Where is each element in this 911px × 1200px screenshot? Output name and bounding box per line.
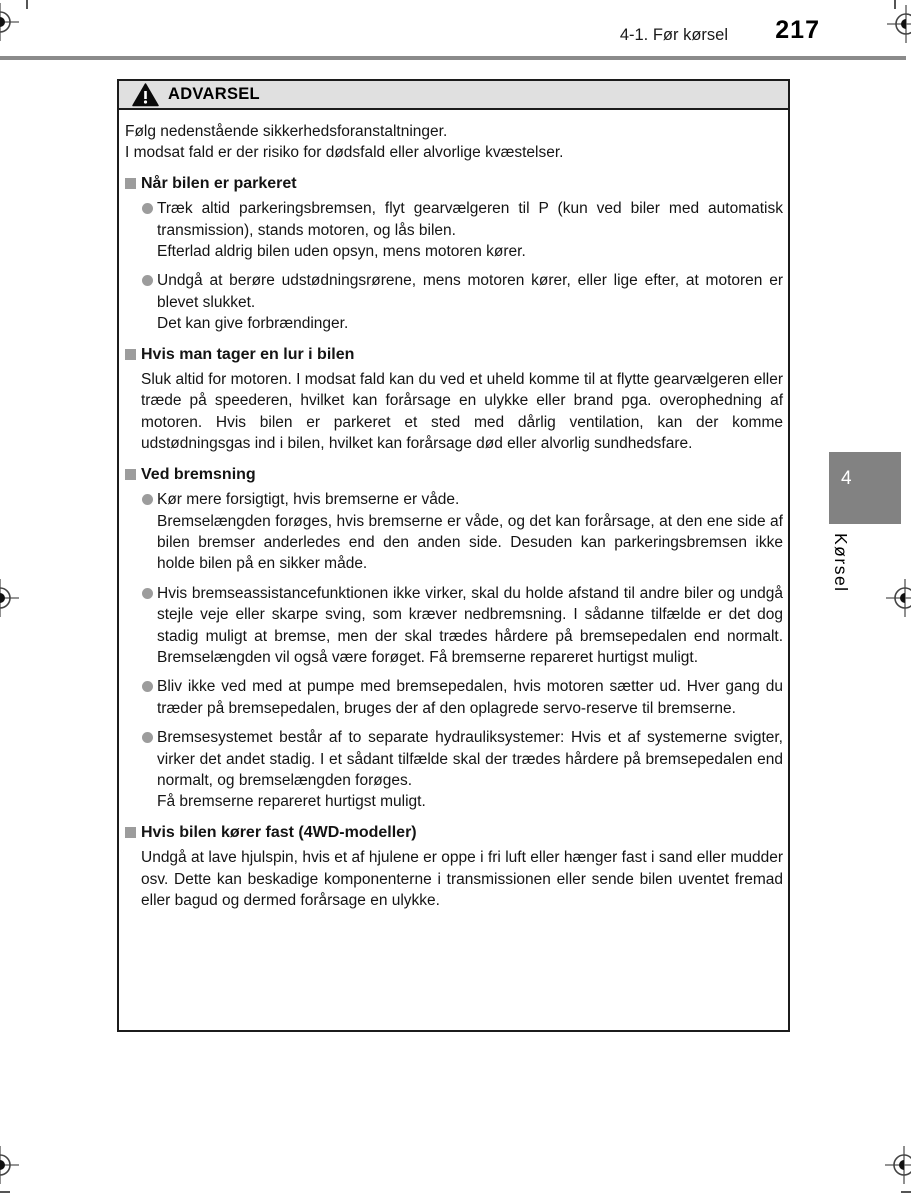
list-item-text: Efterlad aldrig bilen uden opsyn, mens motoren kører. bbox=[157, 243, 526, 261]
paragraph-text: Undgå at lave hjulspin, hvis et af hjulene er oppe i fri luft eller hænger fast i sand eller mudder osv. Dette kan beskadige komponenterne i transmissionen eller sende bilen uventet fremad eller bagud og dermed forårsage en ulykke. bbox=[141, 849, 783, 909]
page-number: 217 bbox=[775, 16, 820, 44]
section-square-icon bbox=[125, 178, 136, 189]
warning-title: ADVARSEL bbox=[168, 85, 260, 103]
bullet-dot-icon bbox=[142, 203, 153, 214]
warning-section-stuck bbox=[125, 822, 783, 912]
section-square-icon bbox=[125, 469, 136, 480]
breadcrumb: 4-1. Før kørsel bbox=[619, 26, 728, 44]
section-heading bbox=[125, 822, 783, 843]
list-item-text: Undgå at berøre udstødningsrørene, mens motoren kører, eller lige efter, at motoren er blevet slukket. bbox=[157, 272, 783, 311]
section-square-icon bbox=[125, 827, 136, 838]
list-item-text: Hvis bremseassistancefunktionen ikke virker, skal du holde afstand til andre biler og undgå stejle veje eller skarpe sving, som kræver nedbremsning. I sådanne tilfælde er det dog stadig muligt at bremse, men der skal trædes hårdere på bremsepedalen end normalt. Bremselængden vil også være forøget. Få bremserne repareret hurtigst muligt. bbox=[157, 584, 783, 666]
list-item bbox=[142, 676, 783, 719]
registration-mark-icon bbox=[884, 1145, 911, 1185]
paragraph-text: Sluk altid for motoren. I modsat fald kan du ved et uheld komme til at flytte gearvælgeren eller træde på speederen, hvilket kan forårsage en ulykke eller brand pga. overophedning af motoren. Hvis bilen er parkeret et sted med dårlig ventilation, kan der komme udstødningsgas ind i bilen, hvilket kan forårsage død eller alvorlig sundhedsfare. bbox=[141, 371, 783, 453]
bullet-dot-icon bbox=[142, 732, 153, 743]
list-item bbox=[142, 198, 783, 262]
section-square-icon bbox=[125, 349, 136, 360]
crop-tick bbox=[901, 1191, 911, 1193]
bullet-dot-icon bbox=[142, 494, 153, 505]
intro-line: I modsat fald er der risiko for dødsfald eller alvorlige kvæstelser. bbox=[125, 144, 564, 162]
warning-triangle-icon bbox=[132, 83, 159, 107]
list-item-text: Træk altid parkeringsbremsen, flyt gearvælgeren til P (kun ved biler med automatisk transmission), stands motoren, og lås bilen. bbox=[157, 200, 783, 239]
chapter-number: 4 bbox=[841, 468, 852, 489]
list-item bbox=[142, 489, 783, 575]
registration-mark-icon bbox=[885, 578, 911, 618]
section-heading-label: Når bilen er parkeret bbox=[141, 174, 297, 192]
warning-header-bar bbox=[119, 81, 788, 110]
warning-section-nap bbox=[125, 344, 783, 455]
warning-body bbox=[119, 110, 788, 911]
registration-mark-icon bbox=[0, 1145, 20, 1185]
chapter-tab bbox=[829, 452, 901, 524]
list-item bbox=[142, 583, 783, 669]
list-item-text: Bremselængden forøges, hvis bremserne er våde, og det kan forårsage, at den ene side af bilen bremser anderledes end den anden side. Desuden kan parkeringsbremsen ikke holde bilen på en sikker måde. bbox=[157, 512, 783, 573]
list-item-text: Kør mere forsigtigt, hvis bremserne er våde. bbox=[157, 491, 460, 509]
warning-section-parked bbox=[125, 173, 783, 335]
list-item-text: Få bremserne repareret hurtigst muligt. bbox=[157, 793, 426, 811]
chapter-label: Kørsel bbox=[831, 533, 851, 593]
bullet-dot-icon bbox=[142, 275, 153, 286]
list-item bbox=[142, 727, 783, 813]
section-heading-label: Ved bremsning bbox=[141, 465, 256, 483]
warning-section-braking bbox=[125, 464, 783, 813]
section-heading-label: Hvis bilen kører fast (4WD-modeller) bbox=[141, 823, 417, 841]
warning-intro bbox=[125, 121, 783, 164]
list-item-text: Bremsesystemet består af to separate hydrauliksystemer: Hvis et af systemerne svigter, virker det andet stadig. I et sådant tilfælde skal der trædes hårdere på bremsepedalen end normalt, og bremselængden forøges. bbox=[157, 729, 783, 789]
crop-tick bbox=[894, 0, 896, 9]
list-item-text: Bliv ikke ved med at pumpe med bremsepedalen, hvis motoren sætter ud. Hver gang du træder på bremsepedalen, bruges der af den oplagrede servo-reserve til bremserne. bbox=[157, 678, 783, 717]
intro-line: Følg nedenstående sikkerhedsforanstaltninger. bbox=[125, 123, 448, 140]
warning-box bbox=[117, 79, 790, 1032]
bullet-dot-icon bbox=[142, 588, 153, 599]
section-paragraph bbox=[141, 847, 783, 911]
section-heading-label: Hvis man tager en lur i bilen bbox=[141, 345, 355, 363]
crop-tick bbox=[0, 1191, 10, 1193]
section-heading bbox=[125, 464, 783, 485]
bullet-dot-icon bbox=[142, 681, 153, 692]
section-heading bbox=[125, 344, 783, 365]
list-item-text: Det kan give forbrændinger. bbox=[157, 315, 349, 333]
registration-mark-icon bbox=[0, 578, 20, 618]
registration-mark-icon bbox=[886, 4, 911, 44]
header-divider bbox=[0, 56, 906, 60]
section-heading bbox=[125, 173, 783, 194]
crop-tick bbox=[26, 0, 28, 9]
registration-mark-icon bbox=[0, 2, 20, 42]
list-item bbox=[142, 270, 783, 334]
section-paragraph bbox=[141, 369, 783, 455]
